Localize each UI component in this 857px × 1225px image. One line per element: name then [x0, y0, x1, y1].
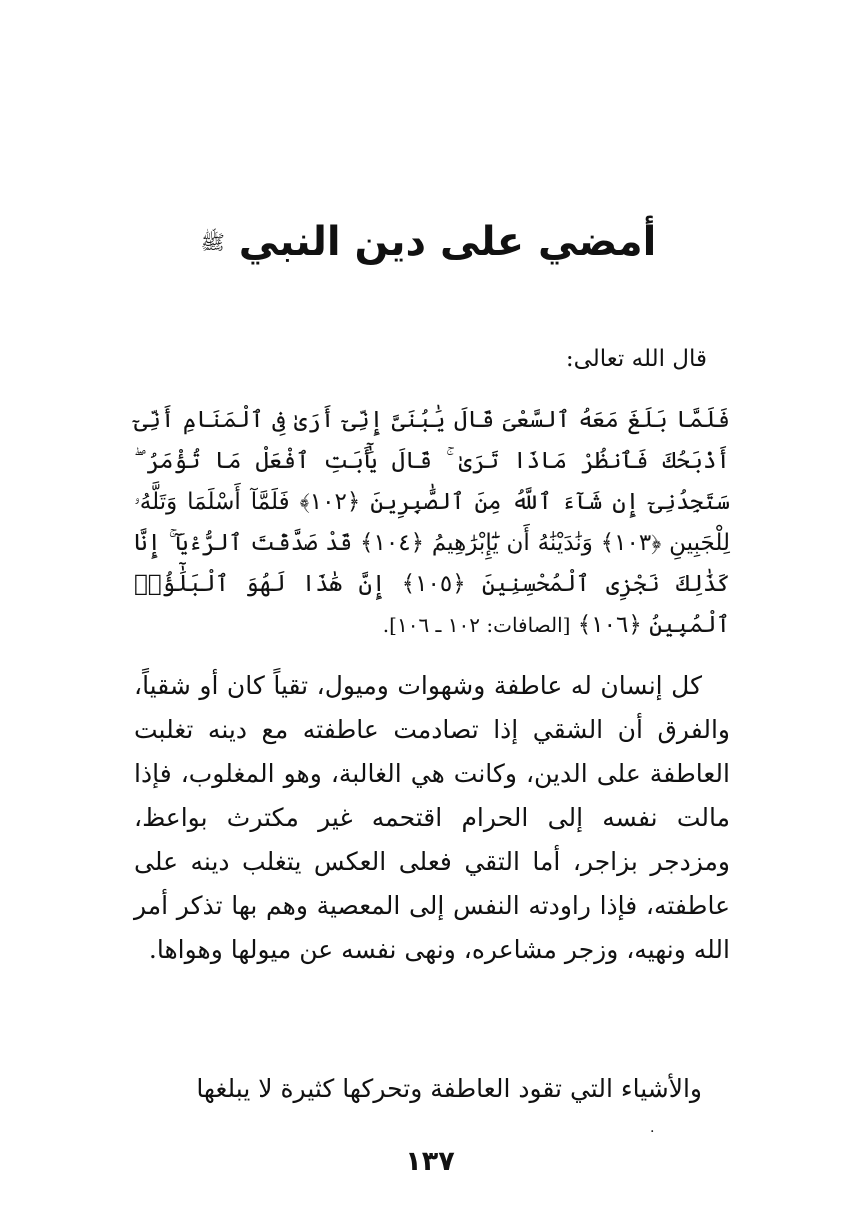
chapter-title-text: أمضي على دين النبي — [238, 219, 657, 265]
chapter-title — [130, 214, 727, 270]
body-paragraph-2: والأشياء التي تقود العاطفة وتحركها كثيرة لا يبلغها — [196, 1074, 702, 1103]
body-paragraph-1: كل إنسان له عاطفة وشهوات وميول، تقياً كان أو شقياً، والفرق أن الشقي إذا تصادمت عاطفته مع دينه تغلبت العاطفة على الدين، وكانت هي الغالبة، وهو المغلوب، فإذا مالت نفسه إلى الحرام اقتحمه غير مكترث بواعظ، ومزدجر بزاجر، أما التقي فعلى العكس يتغلب دينه على عاطفته، فإذا راودته النفس إلى المعصية وهم بها تذكر أمر الله ونهيه، وزجر مشاعره، ونهى نفسه عن ميولها وهواها. — [134, 671, 730, 964]
quran-verse — [134, 400, 730, 646]
honorific-glyph: ﷺ — [200, 230, 225, 254]
page-number: ١٣٧ — [405, 1146, 455, 1177]
verse-intro: قال الله تعالى: — [565, 346, 707, 372]
verse-text: فَلَمَّا بَلَغَ مَعَهُ ٱلسَّعْىَ قَالَ يَٰبُنَىَّ إِنِّىٓ أَرَىٰ فِى ٱلْمَنَامِ أَنِّىٓ أَذْبَحُكَ فَٱنظُرْ مَاذَا تَرَىٰ ۚ قَالَ يَٰٓأَبَتِ ٱفْعَلْ مَا تُؤْمَرُ ۖ سَتَجِدُنِىٓ إِن شَآءَ ٱللَّهُ مِنَ ٱلصَّٰبِرِينَ ﴿١٠٢﴾ فَلَمَّآ أَسْلَمَا وَتَلَّهُۥ لِلْجَبِينِ ﴿١٠٣﴾ وَنَٰدَيْنَٰهُ أَن يَٰٓإِبْرَٰهِيمُ ﴿١٠٤﴾ قَدْ صَدَّقْتَ ٱلرُّءْيَآ ۚ إِنَّا كَذَٰلِكَ نَجْزِى ٱلْمُحْسِنِينَ ﴿١٠٥﴾ إِنَّ هَٰذَا لَهُوَ ٱلْبَلَٰٓؤُا۟ ٱلْمُبِينُ ﴿١٠٦﴾ — [134, 407, 731, 638]
footer-dot: . — [650, 1120, 655, 1136]
verse-reference: [الصافات: ١٠٢ ـ ١٠٦]. — [382, 613, 571, 637]
